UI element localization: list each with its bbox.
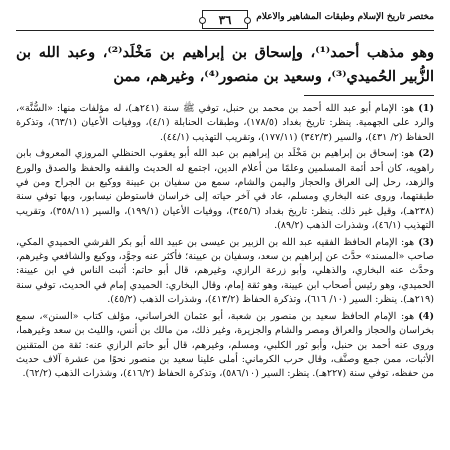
footnote-4 — [16, 310, 434, 382]
footnote-number: (2) — [418, 148, 434, 160]
footnote-number: (3) — [418, 236, 434, 248]
footnote-3 — [16, 236, 434, 308]
footnote-1 — [16, 102, 434, 145]
footnote-text: هو: الإمام الحافظ سعيد بن منصور بن شعبة، أبو عثمان الخراساني، مؤلف كتاب «السنن»، سمع بخراسان والحجاز والعراق ومصر والشام والجزيرة، وغير ذلك، من مالك بن أنس، والليث بن سعد وغيرهما، وروى عنه أحمد بن حنبل، وأبو ثور الكلبي، ومسلم، وغيرهم، قال أبو حاتم الرازي عنه: ثقة من المتقنين الأثبات، ممن جمع وصنَّف، وقال حرب الكرماني: أملى علينا سعيد بن منصور نحوًا من عشرة آلاف حديث من حفظه، توفي سنة (٢٢٧هـ). ينظر: السير (٥٨٦/١٠)، وتذكرة الحفاظ (٤١٦/٢)، وشذرات الذهب (٦٢/٢). — [16, 310, 434, 380]
page-header — [16, 10, 434, 31]
main-text: وهو مذهب أحمد⁽¹⁾، وإسحاق بن إبراهيم بن مَخْلَد⁽²⁾، وعبد الله بن الزُّبير الحُميدي⁽³⁾، وسعيد بن منصور⁽⁴⁾، وغيرهم، ممن — [16, 44, 434, 85]
footnote-text: هو: الإمام أبو عبد الله أحمد بن محمد بن حنبل، توفي ﷺ سنة (٢٤١هـ)، له مؤلفات منها: «السُّنَّة»، والرد على الجهمية. ينظر: تاريخ بغداد (١٧٨/٥)، وطبقات الحنابلة (٤/١)، ووفيات الأعيان (٦٣/١)، وتذكرة الحفاظ (٢/ ٤٣١)، والسير (٣٤٢/٣) (١٧٧/١١)، وتقريب التهذيب (٤٤/١). — [16, 103, 434, 143]
footnotes — [16, 102, 434, 382]
running-title: مختصر تاريخ الإسلام وطبقات المشاهير والأعلام — [256, 12, 434, 22]
footnote-2 — [16, 147, 434, 233]
footnote-divider — [304, 95, 434, 96]
page-number: ٣٦ — [202, 10, 248, 29]
footnote-number: (1) — [418, 103, 434, 114]
footnote-text: هو: إسحاق بن إبراهيم بن مَخْلَد بن إبراهيم بن عبد الله أبو يعقوب الحنظلي المروزي المعروف بابن راهويه، كان أحد أئمة المسلمين وعلمًا من أعلام الدين، اجتمع له الحديث والفقه والحفظ والصدق والورع والزهد، رحل إلى العراق والحجاز واليمن والشام، سمع من سفيان بن عيينة ووكيع بن الجراح ومن في طبقتهما، وروى عنه البخاري ومسلم، عاد في آخر حياته إلى خراسان فاستوطن نيسابور، وبها توفي سنة (٢٣٨هـ)، وقيل غير ذلك. ينظر: تاريخ بغداد (٣٤٥/٦)، ووفيات الأعيان (١٩٩/١)، والسير (٣٥٨/١١)، وتقريب التهذيب (٤٦/١)، وشذرات الذهب (٨٩/٢). — [16, 148, 434, 232]
footnote-text: هو: الإمام الحافظ الفقيه عبد الله بن الزبير بن عيسى بن عبيد الله أبو بكر القرشي الحميدي المكي، صاحب «المسند» حدَّث عن إبراهيم بن سعد، وسفيان بن عيينة؛ فأكثر عنه وجوَّد، ووكيع والشافعي وغيرهم، وحدَّث عنه البخاري، والذهلي، وأبو زرعة الرازي، وغيرهم، قال أبو حاتم: أثبت الناس في ابن عيينة: الحميدي، وهو رئيس أصحاب ابن عيينة، وهو ثقة إمام، وقال البخاري: الحميدي إمام في الحديث، توفي سنة (٢١٩هـ). ينظر: السير (١٠/ ٦١٦)، وتذكرة الحفاظ (٤١٣/٢)، وشذرات الذهب (٤٥/٢). — [16, 236, 434, 306]
footnote-number: (4) — [418, 310, 434, 322]
